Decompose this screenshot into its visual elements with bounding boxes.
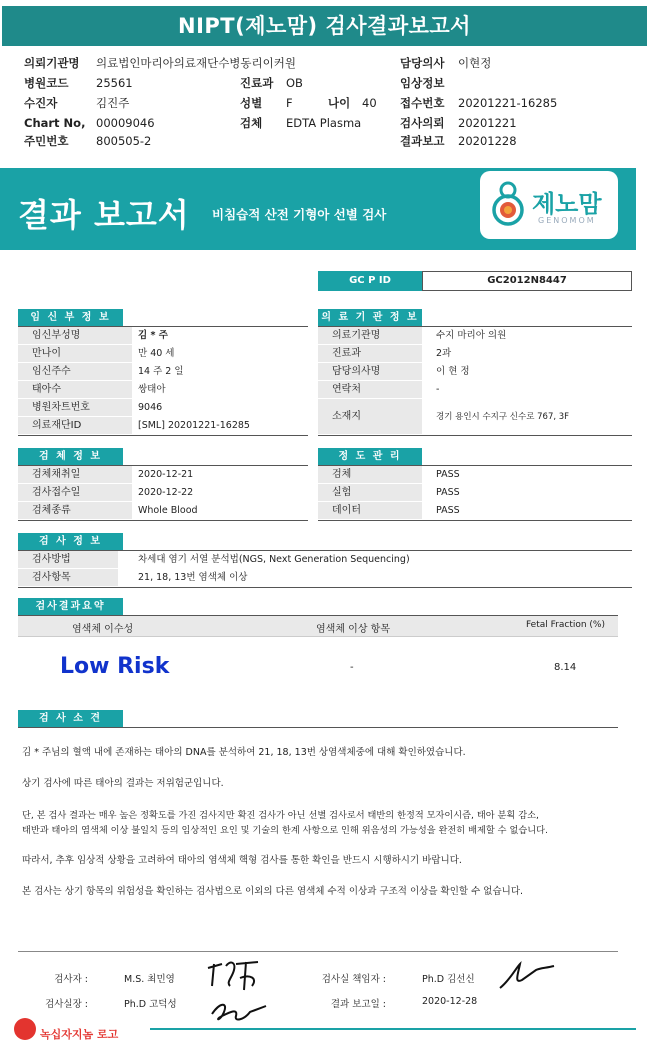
header-value: EDTA Plasma bbox=[286, 116, 362, 130]
institution-value: - bbox=[436, 384, 440, 395]
report-date: 2020-12-28 bbox=[422, 996, 478, 1007]
result-abnormal: - bbox=[350, 662, 354, 673]
director-signature-icon bbox=[208, 996, 270, 1026]
pregnant-value: 9046 bbox=[138, 402, 163, 413]
finding-paragraph: 본 검사는 상기 항목의 위험성을 확인하는 검사법으로 이외의 다른 염색체 수적 이상과 구조적 이상을 확인할 수 없습니다. bbox=[22, 886, 524, 897]
summary-col-aneuploidy: 염색체 이수성 bbox=[72, 624, 134, 635]
header-label: 성별 bbox=[240, 96, 263, 110]
divider bbox=[18, 435, 308, 436]
finding-paragraph: 단, 본 검사 결과는 매우 높은 정확도를 가진 검사지만 확진 검사가 아닌 선별 검사로서 태반의 한정적 모자이시즘, 태아 분획 감소, bbox=[22, 810, 539, 821]
institution-label: 진료과 bbox=[318, 345, 422, 363]
report-title: NIPT(제노맘) 검사결과보고서 bbox=[2, 6, 647, 46]
summary-col-abnormal: 염색체 이상 항목 bbox=[316, 624, 390, 635]
tester-signature-icon bbox=[200, 956, 270, 996]
finding-paragraph: 김 * 주님의 혈액 내에 존재하는 태아의 DNA를 분석하여 21, 18, 13번 상염색체중에 대해 확인하였습니다. bbox=[22, 747, 466, 758]
divider bbox=[318, 435, 632, 436]
header-value: 800505-2 bbox=[96, 134, 152, 148]
specimen-label: 검체채취일 bbox=[18, 466, 132, 484]
footer-line bbox=[150, 1028, 636, 1030]
header-value: 김진주 bbox=[96, 96, 130, 110]
header-label: 임상정보 bbox=[400, 76, 445, 90]
summary-col-fetal-fraction: Fetal Fraction (%) bbox=[526, 620, 605, 630]
qc-label: 데이터 bbox=[318, 502, 422, 520]
qc-label: 실험 bbox=[318, 484, 422, 502]
header-value: 00009046 bbox=[96, 116, 155, 130]
header-label: 접수번호 bbox=[400, 96, 445, 110]
qc-value: PASS bbox=[436, 487, 460, 498]
pregnant-value: 김 * 주 bbox=[138, 330, 168, 341]
pregnant-label: 임신주수 bbox=[18, 363, 132, 381]
header-value: F bbox=[286, 96, 293, 110]
pregnant-value: [SML] 20201221-16285 bbox=[138, 420, 250, 431]
genomom-logo-icon bbox=[488, 181, 528, 227]
pregnant-label: 병원차트번호 bbox=[18, 399, 132, 417]
finding-paragraph: 상기 검사에 따른 태아의 결과는 저위험군입니다. bbox=[22, 778, 224, 789]
section-specimen-info: 검 체 정 보 bbox=[18, 448, 123, 465]
section-pregnant-info: 임 신 부 정 보 bbox=[18, 309, 123, 326]
director-label: 검사실장 : bbox=[45, 999, 88, 1010]
section-result-summary: 검사결과요약 bbox=[18, 598, 123, 615]
pregnant-label: 태아수 bbox=[18, 381, 132, 399]
divider bbox=[18, 727, 618, 728]
specimen-label: 검체종류 bbox=[18, 502, 132, 520]
header-label: 수진자 bbox=[24, 96, 58, 110]
specimen-value: 2020-12-22 bbox=[138, 487, 194, 498]
institution-label: 의료기관명 bbox=[318, 327, 422, 345]
result-fetal-fraction: 8.14 bbox=[554, 662, 577, 673]
qc-value: PASS bbox=[436, 469, 460, 480]
institution-value: 경기 용인시 수지구 신수로 767, 3F bbox=[436, 412, 570, 422]
pregnant-label: 만나이 bbox=[18, 345, 132, 363]
result-low-risk: Low Risk bbox=[60, 654, 170, 679]
header-value: OB bbox=[286, 76, 303, 90]
section-institution-info: 의 료 기 관 정 보 bbox=[318, 309, 422, 326]
divider bbox=[18, 587, 632, 588]
header-label: 검체 bbox=[240, 116, 263, 130]
section-test-info: 검 사 정 보 bbox=[18, 533, 123, 550]
report-date-label: 결과 보고일 : bbox=[330, 999, 386, 1010]
header-label: 진료과 bbox=[240, 76, 274, 90]
gc-id-value: GC2012N8447 bbox=[422, 271, 632, 291]
logo-text: 제노맘 bbox=[532, 190, 602, 218]
pregnant-label: 임신부성명 bbox=[18, 327, 132, 345]
finding-paragraph: 태반과 태아의 염색체 이상 불일치 등의 임상적인 요인 및 기술의 한계 사항으로 인해 위음성의 가능성을 완전히 배제할 수 없습니다. bbox=[22, 825, 548, 836]
institution-value: 2과 bbox=[436, 348, 452, 359]
gc-id-label: GC P ID bbox=[318, 271, 422, 291]
section-quality-control: 정 도 관 리 bbox=[318, 448, 422, 465]
section-findings: 검 사 소 견 bbox=[18, 710, 123, 727]
specimen-label: 검사접수일 bbox=[18, 484, 132, 502]
tester-name: M.S. 최민영 bbox=[124, 974, 175, 985]
specimen-value: 2020-12-21 bbox=[138, 469, 194, 480]
tester-label: 검사자 : bbox=[54, 974, 88, 985]
header-value: 20201221-16285 bbox=[458, 96, 558, 110]
pregnant-value: 쌍태아 bbox=[138, 384, 166, 395]
header-value: 20201228 bbox=[458, 134, 517, 148]
header-value: 의료법인마리아의료재단수병동리이커원 bbox=[96, 56, 296, 70]
header-label: Chart No, bbox=[24, 116, 86, 130]
qc-label: 검체 bbox=[318, 466, 422, 484]
header-value: 40 bbox=[362, 96, 377, 110]
responsible-signature-icon bbox=[496, 958, 558, 994]
logo-subtext: GENOMOM bbox=[538, 216, 596, 225]
institution-label: 담당의사명 bbox=[318, 363, 422, 381]
qc-value: PASS bbox=[436, 505, 460, 516]
institution-label: 연락처 bbox=[318, 381, 422, 399]
header-value: 이현정 bbox=[458, 56, 492, 70]
divider bbox=[318, 520, 632, 521]
institution-value: 수지 마리아 의원 bbox=[436, 330, 507, 341]
header-label: 의뢰기관명 bbox=[24, 56, 80, 70]
director-name: Ph.D 고덕성 bbox=[124, 999, 177, 1010]
responsible-label: 검사실 책임자 : bbox=[321, 974, 386, 985]
divider bbox=[18, 636, 618, 637]
header-value: 20201221 bbox=[458, 116, 517, 130]
banner-subtitle: 비침습적 산전 기형아 선별 검사 bbox=[212, 207, 387, 222]
header-value: 25561 bbox=[96, 76, 133, 90]
institution-label: 소재지 bbox=[318, 399, 422, 435]
divider bbox=[18, 520, 308, 521]
header-label: 검사의뢰 bbox=[400, 116, 445, 130]
responsible-name: Ph.D 김선신 bbox=[422, 974, 475, 985]
header-label: 담당의사 bbox=[400, 56, 445, 70]
finding-paragraph: 따라서, 추후 임상적 상황을 고려하여 태아의 염색체 핵형 검사를 통한 확인을 반드시 시행하시기 바랍니다. bbox=[22, 855, 462, 866]
test-value: 21, 18, 13번 염색체 이상 bbox=[138, 572, 248, 583]
footer-logo-text: 녹십자지놈 로고 bbox=[40, 1028, 119, 1040]
banner-title: 결과 보고서 bbox=[18, 196, 190, 234]
test-label: 검사방법 bbox=[18, 551, 118, 569]
institution-value: 이 현 정 bbox=[436, 366, 470, 377]
pregnant-label: 의료재단ID bbox=[18, 417, 132, 435]
gc-genome-logo-icon bbox=[14, 1018, 36, 1040]
test-value: 차세대 염기 서열 분석법(NGS, Next Generation Sequencing) bbox=[138, 554, 410, 565]
pregnant-value: 14 주 2 일 bbox=[138, 366, 184, 377]
header-label: 나이 bbox=[328, 96, 351, 110]
specimen-value: Whole Blood bbox=[138, 505, 198, 516]
divider bbox=[18, 951, 618, 952]
header-label: 결과보고 bbox=[400, 134, 445, 148]
header-label: 병원코드 bbox=[24, 76, 69, 90]
pregnant-value: 만 40 세 bbox=[138, 348, 175, 359]
header-label: 주민번호 bbox=[24, 134, 69, 148]
test-label: 검사항목 bbox=[18, 569, 118, 587]
